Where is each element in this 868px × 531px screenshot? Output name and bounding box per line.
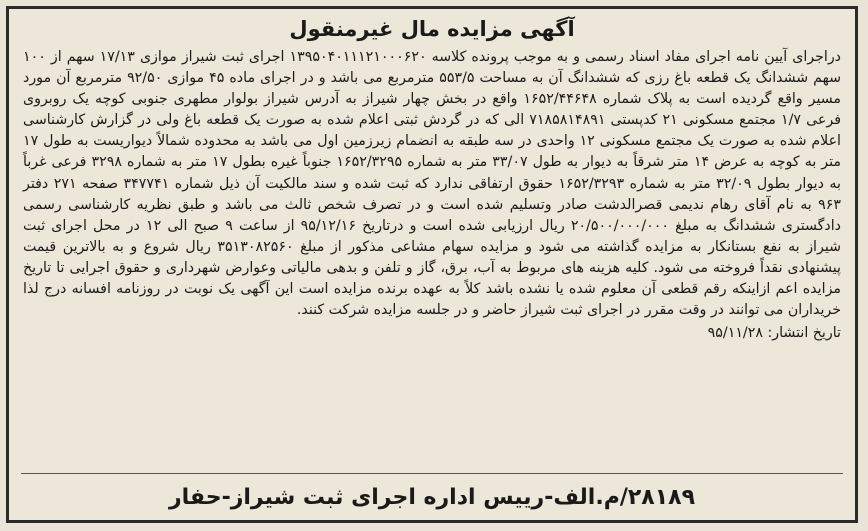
auction-notice [6, 6, 858, 523]
signature: ۲۸۱۸۹/م.الف-رییس اداره اجرای ثبت شیراز-حفار [168, 485, 696, 510]
notice-title: آگهی مزایده مال غیرمنقول [289, 17, 575, 41]
publish-date: تاریخ انتشار: ۹۵/۱۱/۲۸ [707, 325, 841, 342]
divider [21, 473, 843, 474]
notice-body: دراجرای آیین نامه اجرای مفاد اسناد رسمی و به موجب پرونده کلاسه ۱۳۹۵۰۴۰۱۱۱۲۱۰۰۰۶۲۰ اجرای ثبت شیراز موازی ۱۷/۱۳ سهم از ۱۰۰ سهم ششدانگ یک قطعه باغ رزی که ششدانگ آن به مساحت ۵۵۳/۵ مترمربع می باشد و در اجرای ماده ۴۵ موازی ۹۲/۵۰ مترمربع آن مورد مسیر واقع گردیده است به پلاک شماره ۱۶۵۲/۴۴۶۴۸ واقع در بخش چهار شیراز به آدرس شیراز بولوار مطهری جنوبی کوچه یک روبروی فرعی ۱/۷ مجتمع مسکونی ۲۱ کدپستی ۷۱۸۵۸۱۴۸۹۱ الی که در گردش ثبتی اعلام شده به صورت یک قطعه باغ ولی در گزارش کارشناسی اعلام شده به صورت یک مجتمع مسکونی ۱۲ واحدی در سه طبقه به انضمام زیرزمین اول می باشد به محدوده شمالاً دیواریست به طول ۱۷ متر به کوچه به عرض ۱۴ متر شرقاً به دیوار به طول ۳۳/۰۷ متر به شماره ۱۶۵۲/۳۲۹۵ جنوباً غیره بطول ۱۷ متر به شماره ۳۲۹۸ فرعی غرباً به دیوار بطول ۳۲/۰۹ متر به شماره ۱۶۵۲/۳۲۹۳ حقوق ارتفاقی ندارد که ثبت شده و سند مالکیت آن ذیل شماره ۳۴۷۷۴۱ صفحه ۲۷۱ دفتر ۹۶۳ به نام آقای رهام ندیمی قصرالدشت صادر وتسلیم شده است و در تصرف شخص ثالث می باشد و طبق نظریه کارشناسی رسمی دادگستری ششدانگ به مبلغ ۲۰/۵۰۰/۰۰۰/۰۰۰ ریال ارزیابی شده است و درتاریخ ۹۵/۱۲/۱۶ از ساعت ۹ صبح الی ۱۲ در محل اجرای ثبت شیراز به نفع بستانکار به مزایده گذاشته می شود و مزایده سهام مشاعی مذکور از مبلغ ۳۵۱۳۰۸۲۵۶۰ ریال شروع و به بالاترین قیمت پیشنهادی نقداً فروخته می شود. کلیه هزینه های مربوط به آب، برق، گاز و تلفن و بدهی مالیاتی وعوارض شهرداری و حقوق اجرایی تا تاریخ مزایده اعم ازاینکه رقم قطعی آن معلوم شده یا نشده باشد کلاً به عهده برنده مزایده است این آگهی یک نوبت در روزنامه افسانه درج لذا خریداران می توانند در وقت مقرر در اجرای ثبت شیراز حاضر و در جلسه مزایده شرکت کنند. [23, 49, 842, 319]
